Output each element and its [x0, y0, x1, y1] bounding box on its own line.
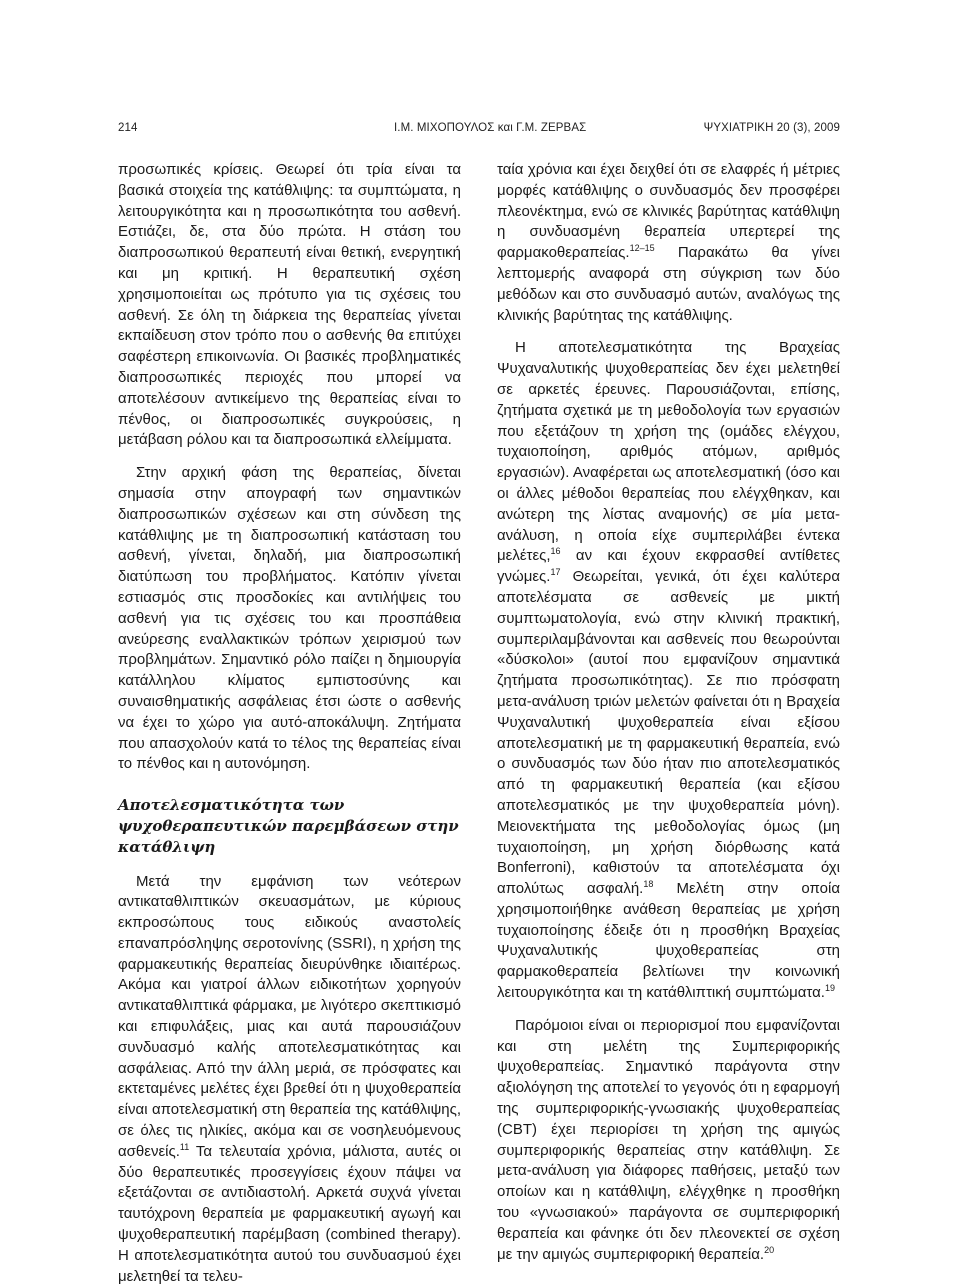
paragraph [497, 160, 840, 326]
paragraph-text: Μετά την εμφάνιση των νεότερων αντικαταθλιπτικών σκευασμάτων, με κύριους εκπροσώπους τους ειδικούς αναστολείς επαναπρόσληψης σεροτονίνης (SSRI), η χρήση της φαρμακευτικής θεραπείας διευρύνθηκε ιδιαιτέρως. Ακόμα και γιατροί άλλων ειδικοτήτων χορηγούν αντικαταθλιπτικά φάρμακα, με λιγότερο σκεπτικισμό και επιφυλάξεις, μιας και αυτά παρουσιάζουν συνδυασμό καλής αποτελεσματικότητας και ασφάλειας. Από την άλλη μεριά, σε πρόσφατες και εκτεταμένες μελέτες έχει βρεθεί ότι η ψυχοθεραπεία είναι αποτελεσματική στη θεραπεία της κατάθλιψης, σε όλες τις ηλικίες, ακόμα και σε νοσηλευόμενους ασθενείς. [118, 873, 461, 1160]
citation-reference: 16 [551, 546, 561, 556]
paragraph-text: Θεωρείται, γενικά, ότι έχει καλύτερα αποτελέσματα σε ασθενείς με μικτή συμπτωματολογία, ενώ στην κλινική πρακτική, συμπεριλαμβάνονται και ασθενείς που θεωρούνται «δύσκολοι» (αυτοί που εμφανίζουν σημαντικά ζητήματα προσωπικότητας). Σε πιο πρόσφατη μετα-ανάλυση τριών μελετών φαίνεται ότι η Βραχεία Ψυχαναλυτική ψυχοθεραπεία είναι εξίσου αποτελεσματική με τη φαρμακευτική θεραπεία, ενώ ο συνδυασμός των δύο ήταν πιο αποτελεσματικός από τη φαρμακευτική θεραπεία (και εξίσου αποτελεσματικός με την ψυχοθεραπεία μόνη). Μειονεκτήματα της μεθοδολογίας όμως (μη τυχαιοποίηση, μη χρήση διόρθωσης κατά Bonferroni), καθιστούν τα αποτελέσματα όχι απολύτως ασφαλή. [497, 568, 840, 897]
section-heading: Αποτελεσματικότητα των ψυχοθεραπευτικών παρεμβάσεων στην κατάθλιψη [118, 795, 461, 857]
header-authors: Ι.Μ. ΜΙΧΟΠΟΥΛΟΣ και Γ.Μ. ΖΕΡΒΑΣ [394, 122, 586, 134]
citation-reference: 17 [550, 567, 560, 577]
right-column [497, 160, 840, 1265]
paragraph-text: αν και έχουν εκφρασθεί αντίθετες γνώμες. [497, 547, 840, 585]
citation-reference: 12–15 [630, 243, 655, 253]
citation-reference: 11 [180, 1142, 189, 1152]
paragraph: προσωπικές κρίσεις. Θεωρεί ότι τρία είναι τα βασικά στοιχεία της κατάθλιψης: τα συμπτώματα, η λειτουργικότητα και η προσωπικότητα του ασθενή. Εστιάζει, δε, στα δύο πρώτα. Η στάση του διαπροσωπικού θεραπευτή είναι θετική, ενεργητική και μη κριτική. Η θεραπευτική σχέση χρησιμοποιείται ως πρότυπο για τις σχέσεις του ασθενή. Σε όλη τη διάρκεια της θεραπείας γίνεται εκπαίδευση στον τρόπο που ο ασθενής θα επιτύχει σαφέστερη επικοινωνία. Οι βασικές προβληματικές διαπροσωπικές περιοχές που μπορεί να αποτελέσουν αντικείμενο της θεραπείας είναι το πένθος, οι διαπροσωπικές συγκρούσεις, η μετάβαση ρόλου και τα διαπροσωπικά ελλείμματα. [118, 160, 461, 451]
left-column [118, 160, 461, 1287]
paragraph-text: Τα τελευταία χρόνια, μάλιστα, αυτές οι δύο θεραπευτικές προσεγγίσεις έχουν πάψει να εξετάζονται σε αντιδιαστολή. Αρκετά συχνά γίνεται ταυτόχρονη θεραπεία με φαρμακευτική αγωγή και ψυχοθεραπευτική παρέμβαση (combined therapy). Η αποτελεσματικότητα αυτού του συνδυασμού έχει μελετηθεί τα τελευ- [118, 1143, 461, 1285]
paragraph-text: Μελέτη στην οποία χρησιμοποιήθηκε ανάθεση θεραπείας με χρήση τυχαιοποίησης έδειξε ότι η προσθήκη Βραχείας Ψυχαναλυτικής ψυχοθεραπείας στη φαρμακοθεραπεία βελτίωνει την κοινωνική λειτουργικότητα και τη κατάθλιπτική συμπτώματα. [497, 880, 840, 1001]
citation-reference: 20 [764, 1245, 774, 1255]
header-journal: ΨΥΧΙΑΤΡΙΚΗ 20 (3), 2009 [704, 122, 840, 134]
paragraph-text: Η αποτελεσματικότητα της Βραχείας Ψυχαναλυτικής ψυχοθεραπείας δεν έχει μελετηθεί σε αρκετές έρευνες. Παρουσιάζονται, επίσης, ζητήματα σχετικά με τη μεθοδολογία των εργασιών που εξετάζουν τη χρήση της (ομάδες ελέγχου, τυχαιοποίηση, αριθμός ατόμων, αριθμός εργασιών). Αναφέρεται ως αποτελεσματική (όσο και οι άλλες μέθοδοι θεραπείας που ελέγχθηκαν, και ανώτερη της λίστας αναμονής) σε μία μετα-ανάλυση, η οποία είχε συμπεριλάβει έντεκα μελέτες, [497, 339, 840, 564]
paragraph-text: Παρόμοιοι είναι οι περιορισμοί που εμφανίζονται και στη μελέτη της Συμπεριφορικής ψυχοθεραπείας. Σημαντικό παράγοντα στην αξιολόγηση της αποτελεί το γεγονός ότι η εφαρμογή της συμπεριφορικής-γνωσιακής ψυχοθεραπείας (CBT) έχει περιορίσει τη χρήση της αμιγώς συμπεριφορικής θεραπείας στην κατάθλιψη. Σε μετα-ανάλυση για διάφορες παθήσεις, μεταξύ των οποίων και η κατάθλιψη, ελέγχθηκε η προσθήκη του «γνωσιακού» παράγοντα σε συμπεριφορική θεραπεία και φάνηκε ότι δεν πλεονεκτεί σε σχέση με την αμιγώς συμπεριφορική θεραπεία. [497, 1017, 840, 1263]
citation-reference: 18 [643, 879, 653, 889]
paragraph-text: ταία χρόνια και έχει δειχθεί ότι σε ελαφρές ή μέτριες μορφές κατάθλιψης ο συνδυασμός δεν προσφέρει πλεονέκτημα, ενώ σε κλινικές βαρύτητας κατάθλιψη η συνδυασμένη θεραπεία υπερτερεί της φαρμακοθεραπείας. [497, 161, 840, 261]
paragraph [118, 872, 461, 1287]
citation-reference: 19 [825, 983, 835, 993]
paragraph-text: Παρακάτω θα γίνει λεπτομερής αναφορά στη σύγκριση των δύο μεθόδων και στο συνδυασμό αυτών, αναλόγως της κλινικής βαρύτητας της κατάθλιψης. [497, 244, 840, 323]
paragraph [497, 1016, 840, 1266]
paragraph: Στην αρχική φάση της θεραπείας, δίνεται σημασία στην απογραφή των σημαντικών διαπροσωπικών σχέσεων και στη σύνδεση της κατάθλιψης με τη διαπροσωπική κατάσταση του ασθενή, γίνεται, δηλαδή, μια διαπροσωπική διατύπωση του προβλήματος. Κατόπιν γίνεται εστιασμός στις προσδοκίες και αντιλήψεις του ασθενή για τις σχέσεις του και προσπάθεια ανεύρεσης εναλλακτικών τρόπων χειρισμού των προβλημάτων. Σημαντικό ρόλο παίζει η δημιουργία κατάλληλου κλίματος εμπιστοσύνης και συναισθηματικής ασφάλειας έτσι ώστε ο ασθενής να έχει το χώρο για αυτό-αποκάλυψη. Ζητήματα που απασχολούν κατά το τέλος της θεραπείας είναι το πένθος και η αυτονόμηση. [118, 463, 461, 775]
running-header [118, 122, 840, 142]
paragraph [497, 338, 840, 1004]
page-number: 214 [118, 122, 138, 134]
